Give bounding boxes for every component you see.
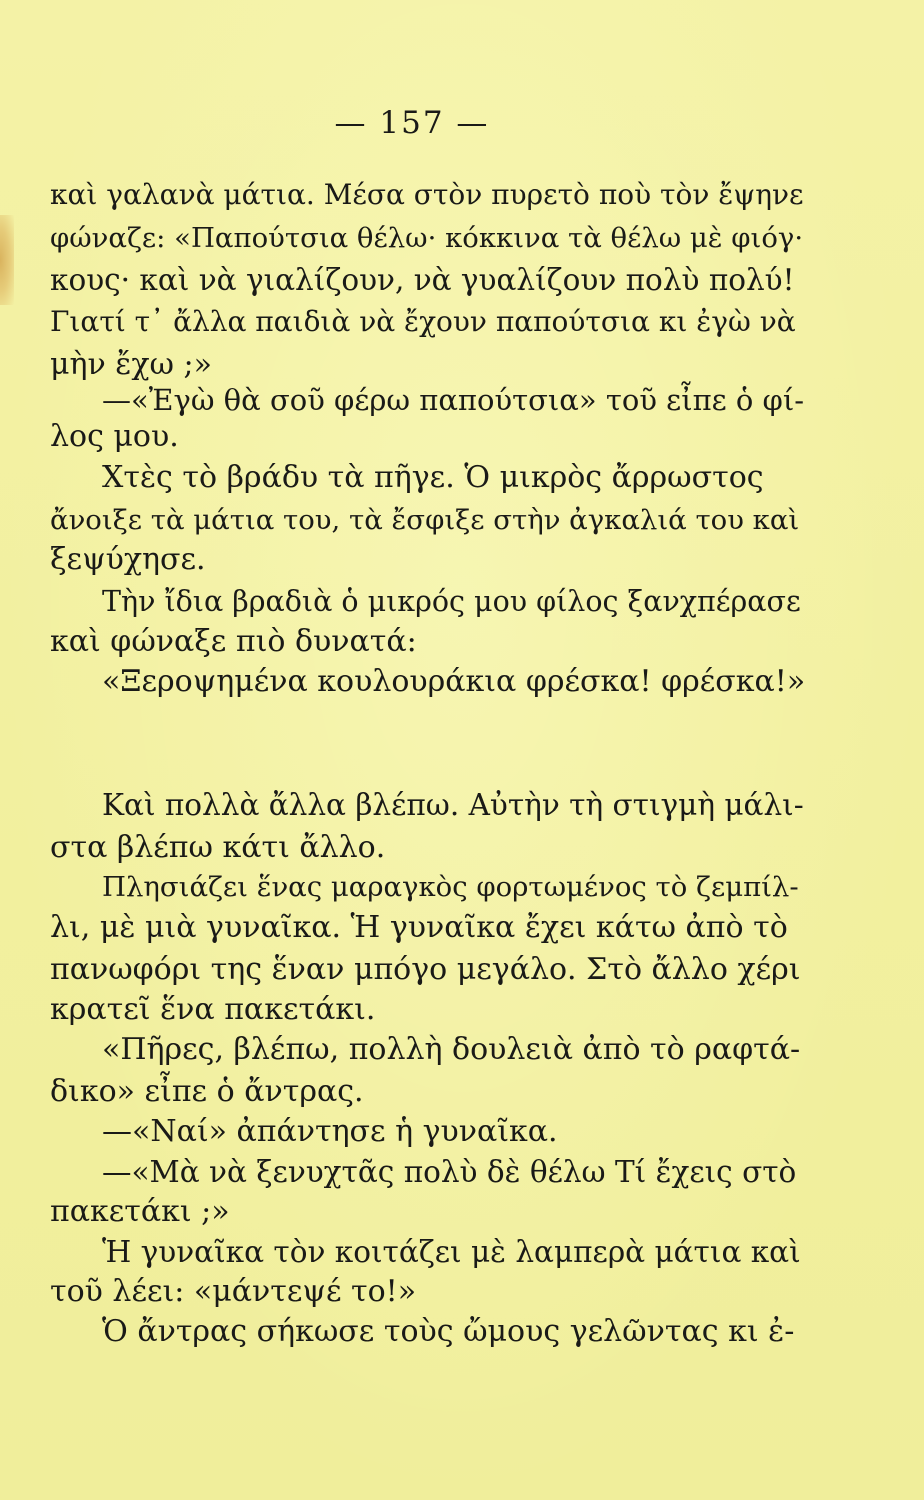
text-line: καὶ φώναξε πιὸ δυνατά:	[50, 624, 417, 659]
text-line: Χτὲς τὸ βράδυ τὰ πῆγε. Ὁ μικρὸς ἄρρωστος	[102, 460, 764, 495]
text-line: —«Ἐγὼ θὰ σοῦ φέρω παπούτσια» τοῦ εἶπε ὁ φί-	[102, 383, 805, 417]
text-line: Καὶ πολλὰ ἄλλα βλέπω. Αὐτὴν τὴ στιγμὴ μάλι-	[102, 788, 804, 822]
text-line: πανωφόρι της ἕναν μπόγο μεγάλο. Στὸ ἄλλο χέρι	[50, 952, 801, 987]
page-number: — 157 —	[334, 105, 490, 141]
text-line: —«Ναί» ἀπάντησε ἡ γυναῖκα.	[102, 1114, 558, 1149]
text-line: φώναζε: «Παπούτσια θέλω· κόκκινα τὰ θέλω μὲ φιόγ·	[50, 222, 804, 254]
text-line: λι, μὲ μιὰ γυναῖκα. Ἡ γυναῖκα ἔχει κάτω ἀπὸ τὸ	[50, 910, 788, 945]
text-line: λος μου.	[50, 419, 179, 454]
text-line: κους· καὶ νὰ γιαλίζουν, νὰ γυαλίζουν πολὺ πολύ!	[50, 263, 795, 297]
text-line: «Πῆρες, βλέπω, πολλὴ δουλειὰ ἀπὸ τὸ ραφτά-	[102, 1032, 801, 1067]
text-line: Τὴν ἴδια βραδιὰ ὁ μικρός μου φίλος ξανχπέρασε	[102, 585, 801, 618]
text-line: Ὁ ἄντρας σήκωσε τοὺς ὤμους γελῶντας κι ἐ-	[102, 1314, 795, 1349]
text-line: «Ξεροψημένα κουλουράκια φρέσκα! φρέσκα!»	[102, 664, 806, 699]
text-line: Γιατί τ᾽ ἄλλα παιδιὰ νὰ ἔχουν παπούτσια κι ἐγὼ νὰ	[50, 305, 796, 338]
text-line: Ἡ γυναῖκα τὸν κοιτάζει μὲ λαμπερὰ μάτια καὶ	[102, 1235, 801, 1269]
text-line: κρατεῖ ἕνα πακετάκι.	[50, 992, 376, 1027]
text-line: ἄνοιξε τὰ μάτια του, τὰ ἔσφιξε στὴν ἀγκαλιά του καὶ	[50, 504, 800, 536]
text-line: —«Μὰ νὰ ξενυχτᾶς πολὺ δὲ θέλω Τί ἔχεις στὸ	[102, 1155, 797, 1189]
text-line: μὴν ἔχω ;»	[50, 347, 212, 382]
text-line: ξεψύχησε.	[50, 542, 206, 577]
text-line: Πλησιάζει ἕνας μαραγκὸς φορτωμένος τὸ ζεμπίλ-	[102, 871, 799, 903]
text-line: πακετάκι ;»	[50, 1194, 230, 1229]
text-line: τοῦ λέει: «μάντεψέ το!»	[50, 1274, 417, 1309]
text-line: δικο» εἶπε ὁ ἄντρας.	[50, 1074, 364, 1109]
page-edge-stain	[0, 215, 14, 305]
text-line: στα βλέπω κάτι ἄλλο.	[50, 830, 386, 865]
text-line: καὶ γαλανὰ μάτια. Μέσα στὸν πυρετὸ ποὺ τὸν ἔψηνε	[50, 178, 804, 211]
